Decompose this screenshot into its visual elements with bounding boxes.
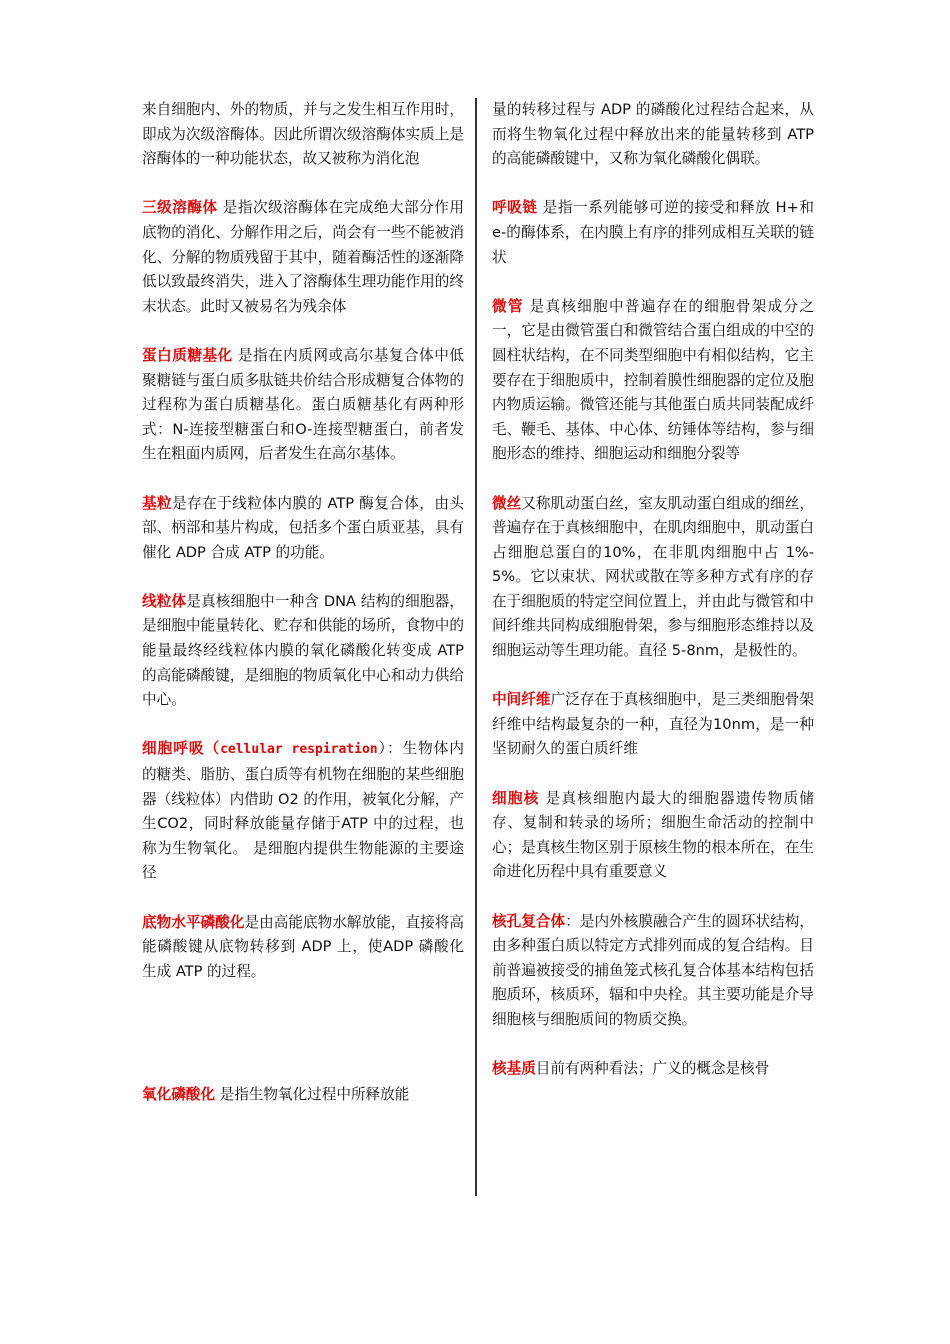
term-intermediate-filament: 中间纤维 (492, 691, 551, 709)
term-cellular-respiration: 细胞呼吸（ (142, 740, 221, 758)
para-text: 是指次级溶酶体在完成绝大部分作用底物的消化、分解作用之后，尚会有一些不能被消化、分解的物质残留于其中，随着酶活性的逐渐降低以致最终消失，进入了溶酶体生理功能作用的终末状态。此时又被易名为残余体 (142, 199, 464, 315)
para-intermediate-filament (492, 688, 814, 762)
para-text: 是真核细胞中普遍存在的细胞骨架成分之一，它是由微管蛋白和微管结合蛋白组成的中空的圆柱状结构，在不同类型细胞中有相似结构，它主要存在于细胞质中，控制着膜性细胞器的定位及胞内物质运输。微管还能与其他蛋白质共同装配成纤毛、鞭毛、基体、中心体、纺锤体等结构，参与细胞形态的维持、细胞运动和细胞分裂等 (492, 297, 814, 463)
para-text: 是由高能底物水解放能，直接将高能磷酸键从底物转移到 ADP 上，使ADP 磷酸化生成 ATP 的过程。 (142, 913, 464, 980)
term-nuclear-matrix: 核基质 (492, 1060, 536, 1078)
para-text: 目前有两种看法；广义的概念是核骨 (535, 1060, 770, 1078)
para-text: 是存在于线粒体内膜的 ATP 酶复合体，由头部、柄部和基片构成，包括多个蛋白质亚基，具有催化 ADP 合成 ATP 的功能。 (142, 494, 464, 561)
para-tertiary-lysosome (142, 196, 464, 319)
para-oxidative-phosphorylation-cont (492, 98, 814, 172)
para-text: ：是内外核膜融合产生的圆环状结构，由多种蛋白质以特定方式排列而成的复合结构。目前普遍被接受的捕鱼笼式核孔复合体基本结构包括胞质环，核质环，辐和中央栓。其主要功能是介导细胞核与细胞质间的物质交换。 (492, 912, 814, 1028)
term-microfilament: 微丝 (492, 494, 522, 512)
para-substrate-phosphorylation (142, 911, 464, 985)
para-text: 是指在内质网或高尔基复合体中低聚糖链与蛋白质多肽链共价结合形成糖复合体物的过程称为蛋白质糖基化。蛋白质糖基化有两种形式：N-连接型糖蛋白和O-连接型糖蛋白，前者发生在粗面内质网，后者发生在高尔基体。 (142, 346, 464, 463)
para-nuclear-matrix (492, 1057, 814, 1082)
term-mitochondria: 线粒体 (142, 592, 187, 610)
para-glycosylation (142, 344, 464, 467)
para-cellular-respiration (142, 737, 464, 886)
para-text: 是真核细胞内最大的细胞器遗传物质储存、复制和转录的场所；细胞生命活动的控制中心；是真核生物区别于原核生物的根本所在，在生命进化历程中具有重要意义 (492, 789, 814, 881)
para-text: 是指生物氧化过程中所释放能 (214, 1085, 410, 1103)
term-glycosylation: 蛋白质糖基化 (142, 346, 233, 364)
para-nuclear-pore-complex (492, 910, 814, 1033)
para-mitochondria (142, 590, 464, 713)
column-divider (475, 98, 477, 1196)
term-tertiary-lysosome: 三级溶酶体 (142, 199, 218, 217)
term-respiratory-chain: 呼吸链 (492, 199, 538, 217)
para-text: 是指一系列能够可逆的接受和释放 H+和 e-的酶体系，在内膜上有序的排列成相互关联的链状 (492, 199, 814, 266)
para-secondary-lysosome-cont (142, 98, 464, 172)
term-nuclear-pore-complex: 核孔复合体 (492, 912, 566, 930)
para-nucleus (492, 787, 814, 885)
para-text: 广泛存在于真核细胞中，是三类细胞骨架纤维中结构最复杂的一种，直径为10nm，是一种坚韧耐久的蛋白质纤维 (492, 691, 814, 758)
term-cellular-respiration-en: cellular respiration (220, 742, 378, 758)
para-text: 来自细胞内、外的物质，并与之发生相互作用时，即成为次级溶酶体。因此所谓次级溶酶体实质上是溶酶体的一种功能状态，故又被称为消化泡 (142, 101, 464, 168)
para-respiratory-chain (492, 196, 814, 270)
para-microfilament (492, 492, 814, 664)
term-oxidative-phosphorylation: 氧化磷酸化 (142, 1085, 215, 1103)
term-substrate-phosphorylation: 底物水平磷酸化 (142, 913, 245, 931)
para-elementary-particle (142, 492, 464, 566)
para-text: 量的转移过程与 ADP 的磷酸化过程结合起来，从而将生物氧化过程中释放出来的能量转移到 ATP 的高能磷酸键中，又称为氧化磷酸化偶联。 (492, 101, 814, 168)
para-oxidative-phosphorylation (142, 1083, 464, 1108)
term-microtubule: 微管 (492, 297, 524, 315)
para-microtubule (492, 295, 814, 467)
term-elementary-particle: 基粒 (142, 494, 173, 512)
left-column (142, 98, 464, 1107)
para-text: ）：生物体内的糖类、脂肪、蛋白质等有机物在细胞的某些细胞器（线粒体）内借助 O2 的作用，被氧化分解，产生CO2，同时释放能量存储于ATP 中的过程，也称为生物氧化。 是细胞内提供生物能源的主要途径 (142, 740, 464, 882)
para-text: 又称肌动蛋白丝，室友肌动蛋白组成的细丝，普遍存在于真核细胞中，在肌肉细胞中，肌动蛋白占细胞总蛋白的10%，在非肌肉细胞中占 1%-5%。它以束状、网状或散在等多种方式有序的存在于细胞质的特定空间位置上，并由此与微管和中间纤维共同构成细胞骨架，参与细胞形态维持以及细胞运动等生理功能。直径 5-8nm，是极性的。 (492, 494, 814, 660)
para-text: 是真核细胞中一种含 DNA 结构的细胞器，是细胞中能量转化、贮存和供能的场所，食物中的能量最终经线粒体内膜的氧化磷酸化转变成 ATP 的高能磷酸键，是细胞的物质氧化中心和动力供给中心。 (142, 592, 464, 709)
term-nucleus: 细胞核 (492, 789, 540, 807)
right-column (492, 98, 814, 1082)
